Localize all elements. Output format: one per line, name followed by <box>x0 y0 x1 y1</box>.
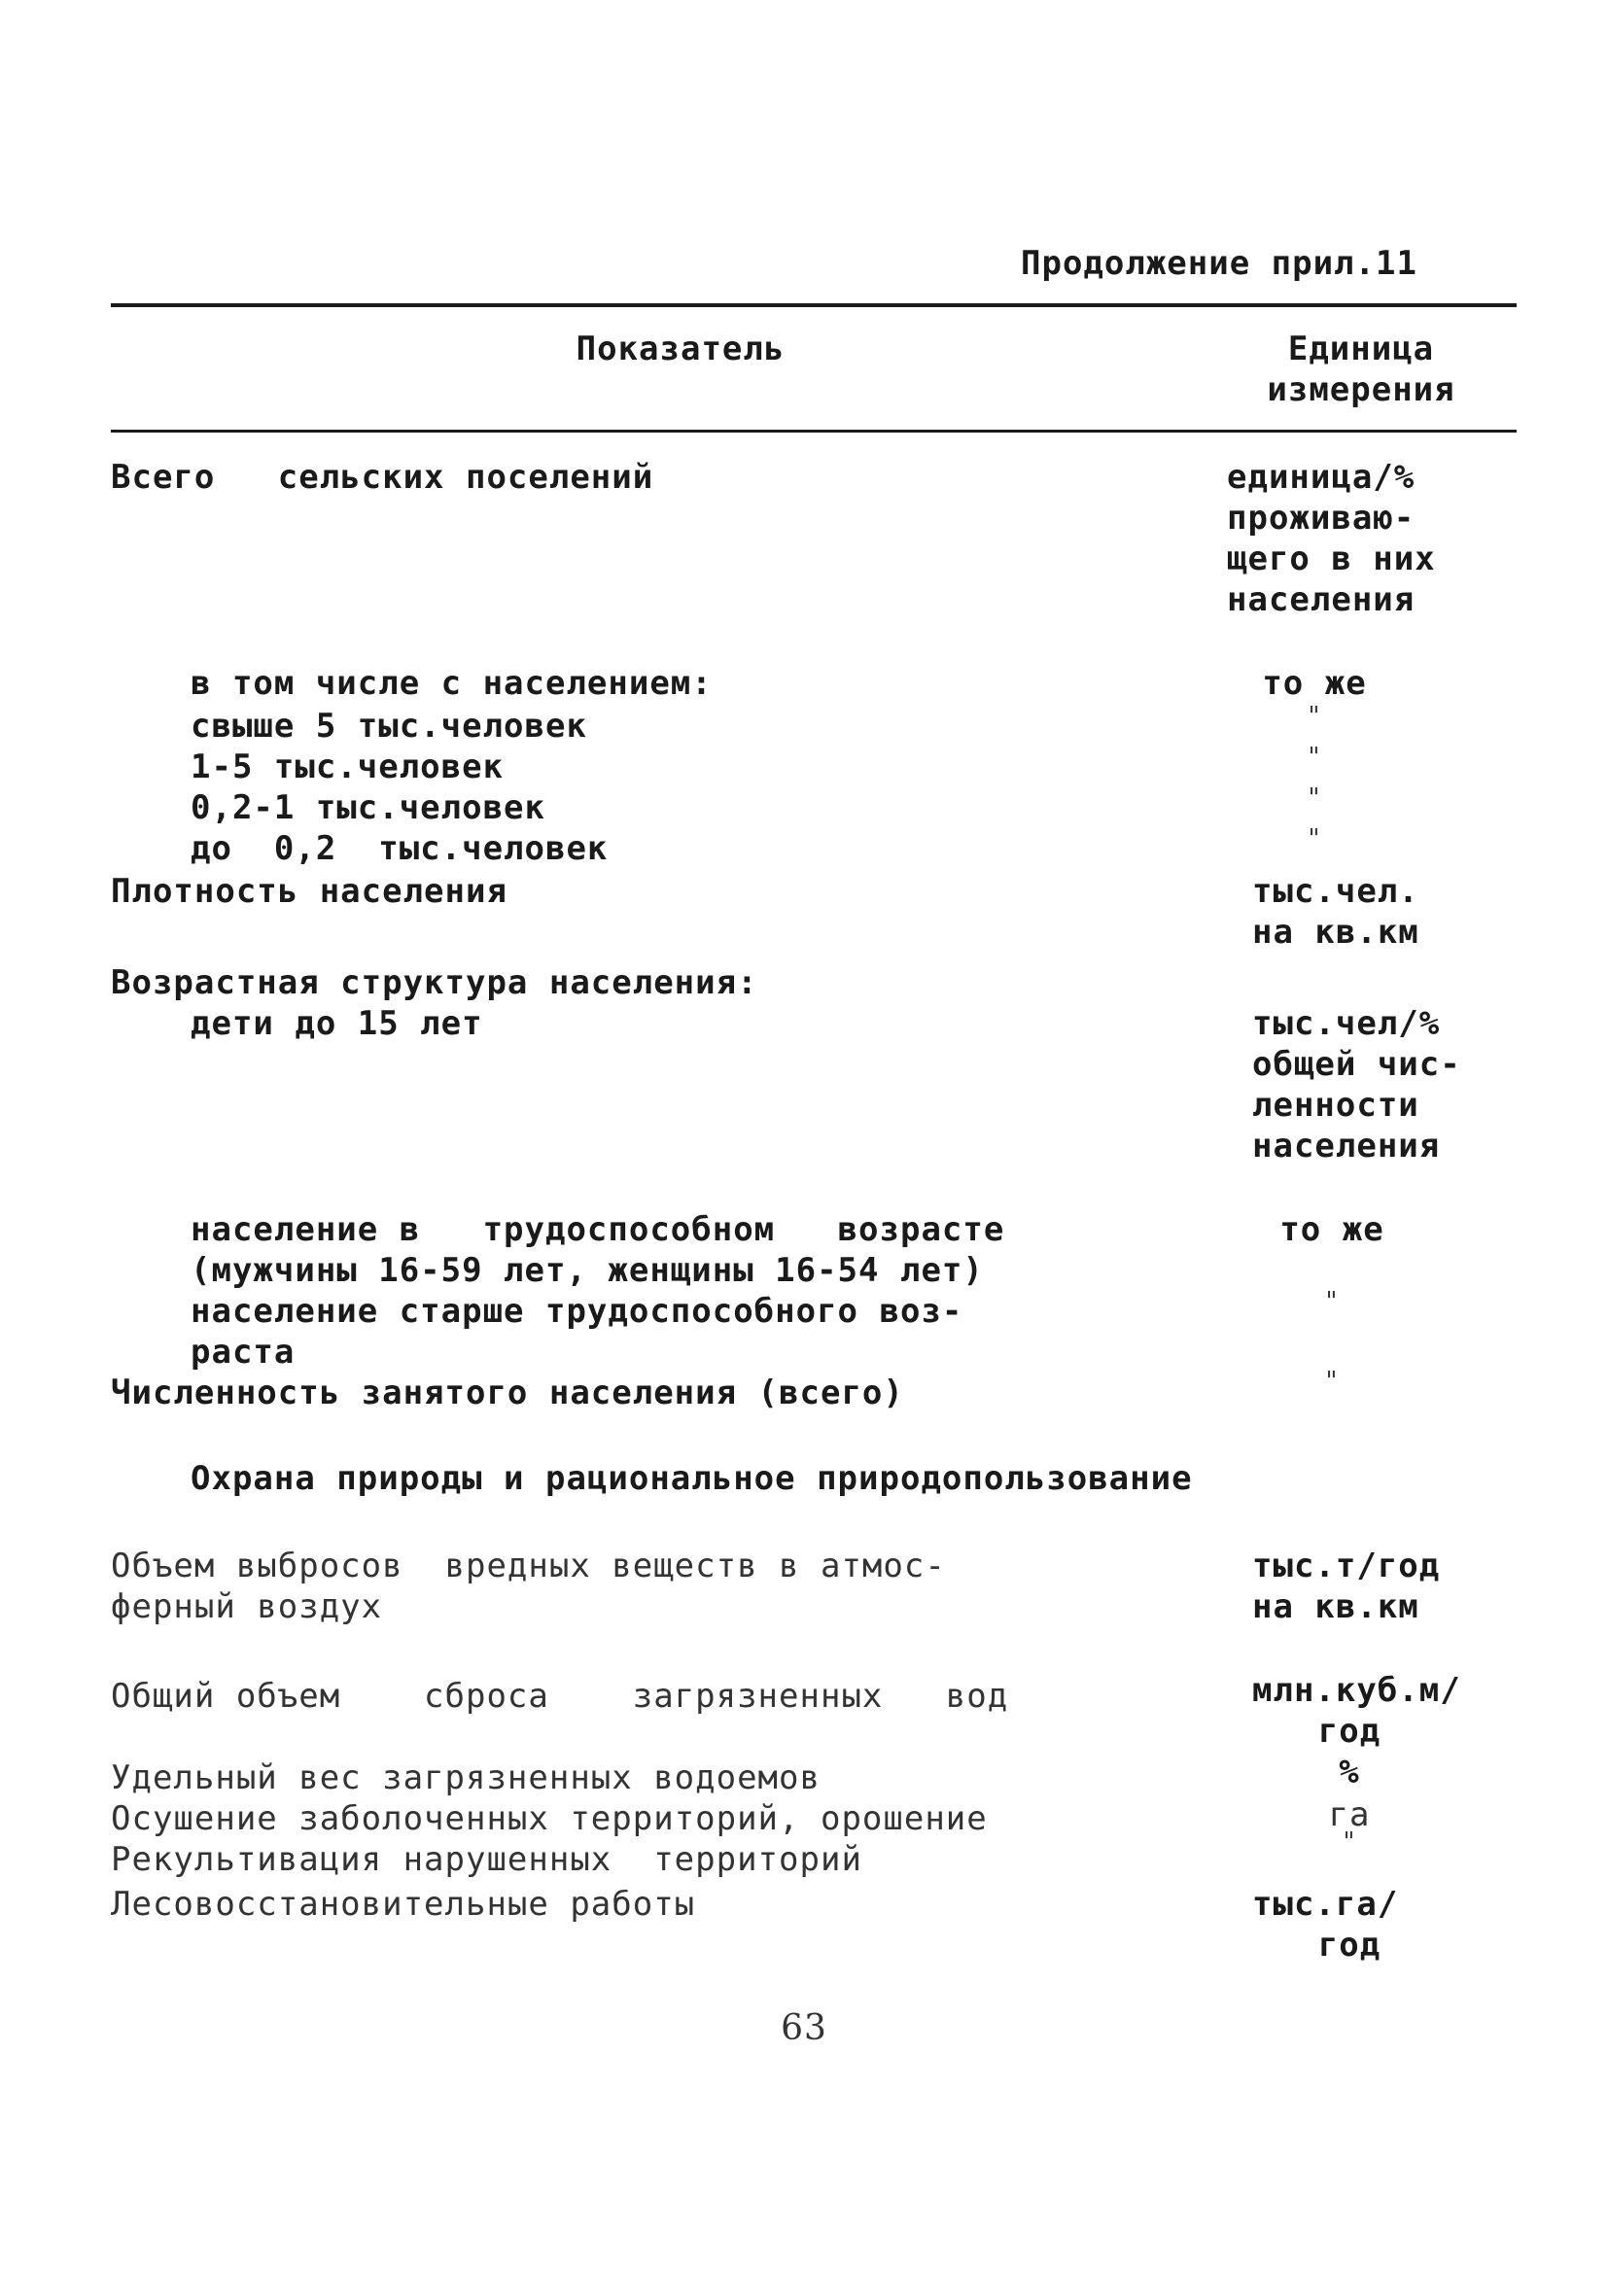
unit-working-age: то же <box>1279 1210 1384 1249</box>
page-number: 63 <box>781 2008 827 2048</box>
unit-children-3: ленности <box>1252 1086 1419 1125</box>
ditto-mark-employed: " <box>1325 1367 1339 1396</box>
unit-emissions-1: тыс.т/год <box>1252 1547 1441 1585</box>
unit-emissions-2: на кв.км <box>1252 1587 1419 1626</box>
unit-wastewater-1: млн.куб.м/ <box>1252 1671 1461 1710</box>
continuation-title: Продолжение прил.11 <box>1021 244 1417 283</box>
ditto-mark-reclamation: " <box>1343 1827 1356 1857</box>
unit-including-population: то же <box>1262 664 1367 703</box>
row-under-0-2k: до 0,2 тыс.человек <box>191 829 609 868</box>
row-employed-population: Численность занятого населения (всего) <box>111 1374 904 1412</box>
row-polluted-waterbodies: Удельный вес загрязненных водоемов <box>111 1758 821 1797</box>
row-working-age-2: (мужчины 16-59 лет, женщины 16-54 лет) <box>191 1251 984 1290</box>
row-age-structure: Возрастная структура населения: <box>111 963 758 1002</box>
header-rule <box>111 430 1517 433</box>
row-children-under-15: дети до 15 лет <box>191 1004 483 1043</box>
unit-reforestation-1: тыс.га/ <box>1252 1885 1399 1924</box>
row-emissions-1: Объем выбросов вредных веществ в атмос- <box>111 1547 946 1585</box>
row-wastewater: Общий объем сброса загрязненных вод <box>111 1677 1009 1716</box>
unit-children-4: населения <box>1252 1127 1441 1165</box>
row-reforestation: Лесовосстановительные работы <box>111 1885 696 1924</box>
row-reclamation: Рекультивация нарушенных территорий <box>111 1840 862 1879</box>
ditto-mark-over-working-age: " <box>1325 1287 1339 1316</box>
unit-rural-settlements-4: населения <box>1227 580 1416 619</box>
row-0-2-1k: 0,2-1 тыс.человек <box>191 788 545 827</box>
top-rule <box>111 303 1517 307</box>
column-header-unit-line1: Единица <box>1287 330 1435 368</box>
row-drainage-irrigation: Осушение заболоченных территорий, орошение <box>111 1799 988 1838</box>
row-working-age-1: население в трудоспособном возрасте <box>191 1210 1005 1249</box>
ditto-mark-over-5k: " <box>1308 702 1321 731</box>
ditto-mark-0-2-1k: " <box>1308 783 1321 813</box>
row-1-5k: 1-5 тыс.человек <box>191 748 505 786</box>
unit-children-1: тыс.чел/% <box>1252 1004 1441 1043</box>
unit-reforestation-2: год <box>1317 1926 1381 1965</box>
unit-drainage-irrigation: га <box>1328 1795 1371 1834</box>
row-over-5k: свыше 5 тыс.человек <box>191 707 587 746</box>
column-header-indicator: Показатель <box>576 330 786 368</box>
row-including-population: в том числе с населением: <box>191 664 713 703</box>
row-over-working-age-1: население старше трудоспособного воз- <box>191 1292 963 1331</box>
unit-polluted-waterbodies: % <box>1339 1753 1360 1792</box>
column-header-unit-line2: измерения <box>1267 370 1455 409</box>
row-emissions-2: ферный воздух <box>111 1587 383 1626</box>
row-rural-settlements: Всего сельских поселений <box>111 458 654 497</box>
unit-wastewater-2: год <box>1317 1712 1381 1751</box>
unit-rural-settlements-3: щего в них <box>1227 539 1436 578</box>
row-population-density: Плотность населения <box>111 872 507 911</box>
unit-rural-settlements-1: единица/% <box>1227 458 1416 497</box>
row-over-working-age-2: раста <box>191 1333 296 1372</box>
ditto-mark-1-5k: " <box>1308 743 1321 772</box>
ditto-mark-under-0-2k: " <box>1308 824 1321 853</box>
unit-children-2: общей чис- <box>1252 1045 1461 1084</box>
unit-population-density-2: на кв.км <box>1252 913 1419 952</box>
section-title-environment: Охрана природы и рациональное природопользование <box>191 1459 1193 1498</box>
unit-rural-settlements-2: проживаю- <box>1227 499 1416 538</box>
unit-population-density-1: тыс.чел. <box>1252 872 1419 911</box>
